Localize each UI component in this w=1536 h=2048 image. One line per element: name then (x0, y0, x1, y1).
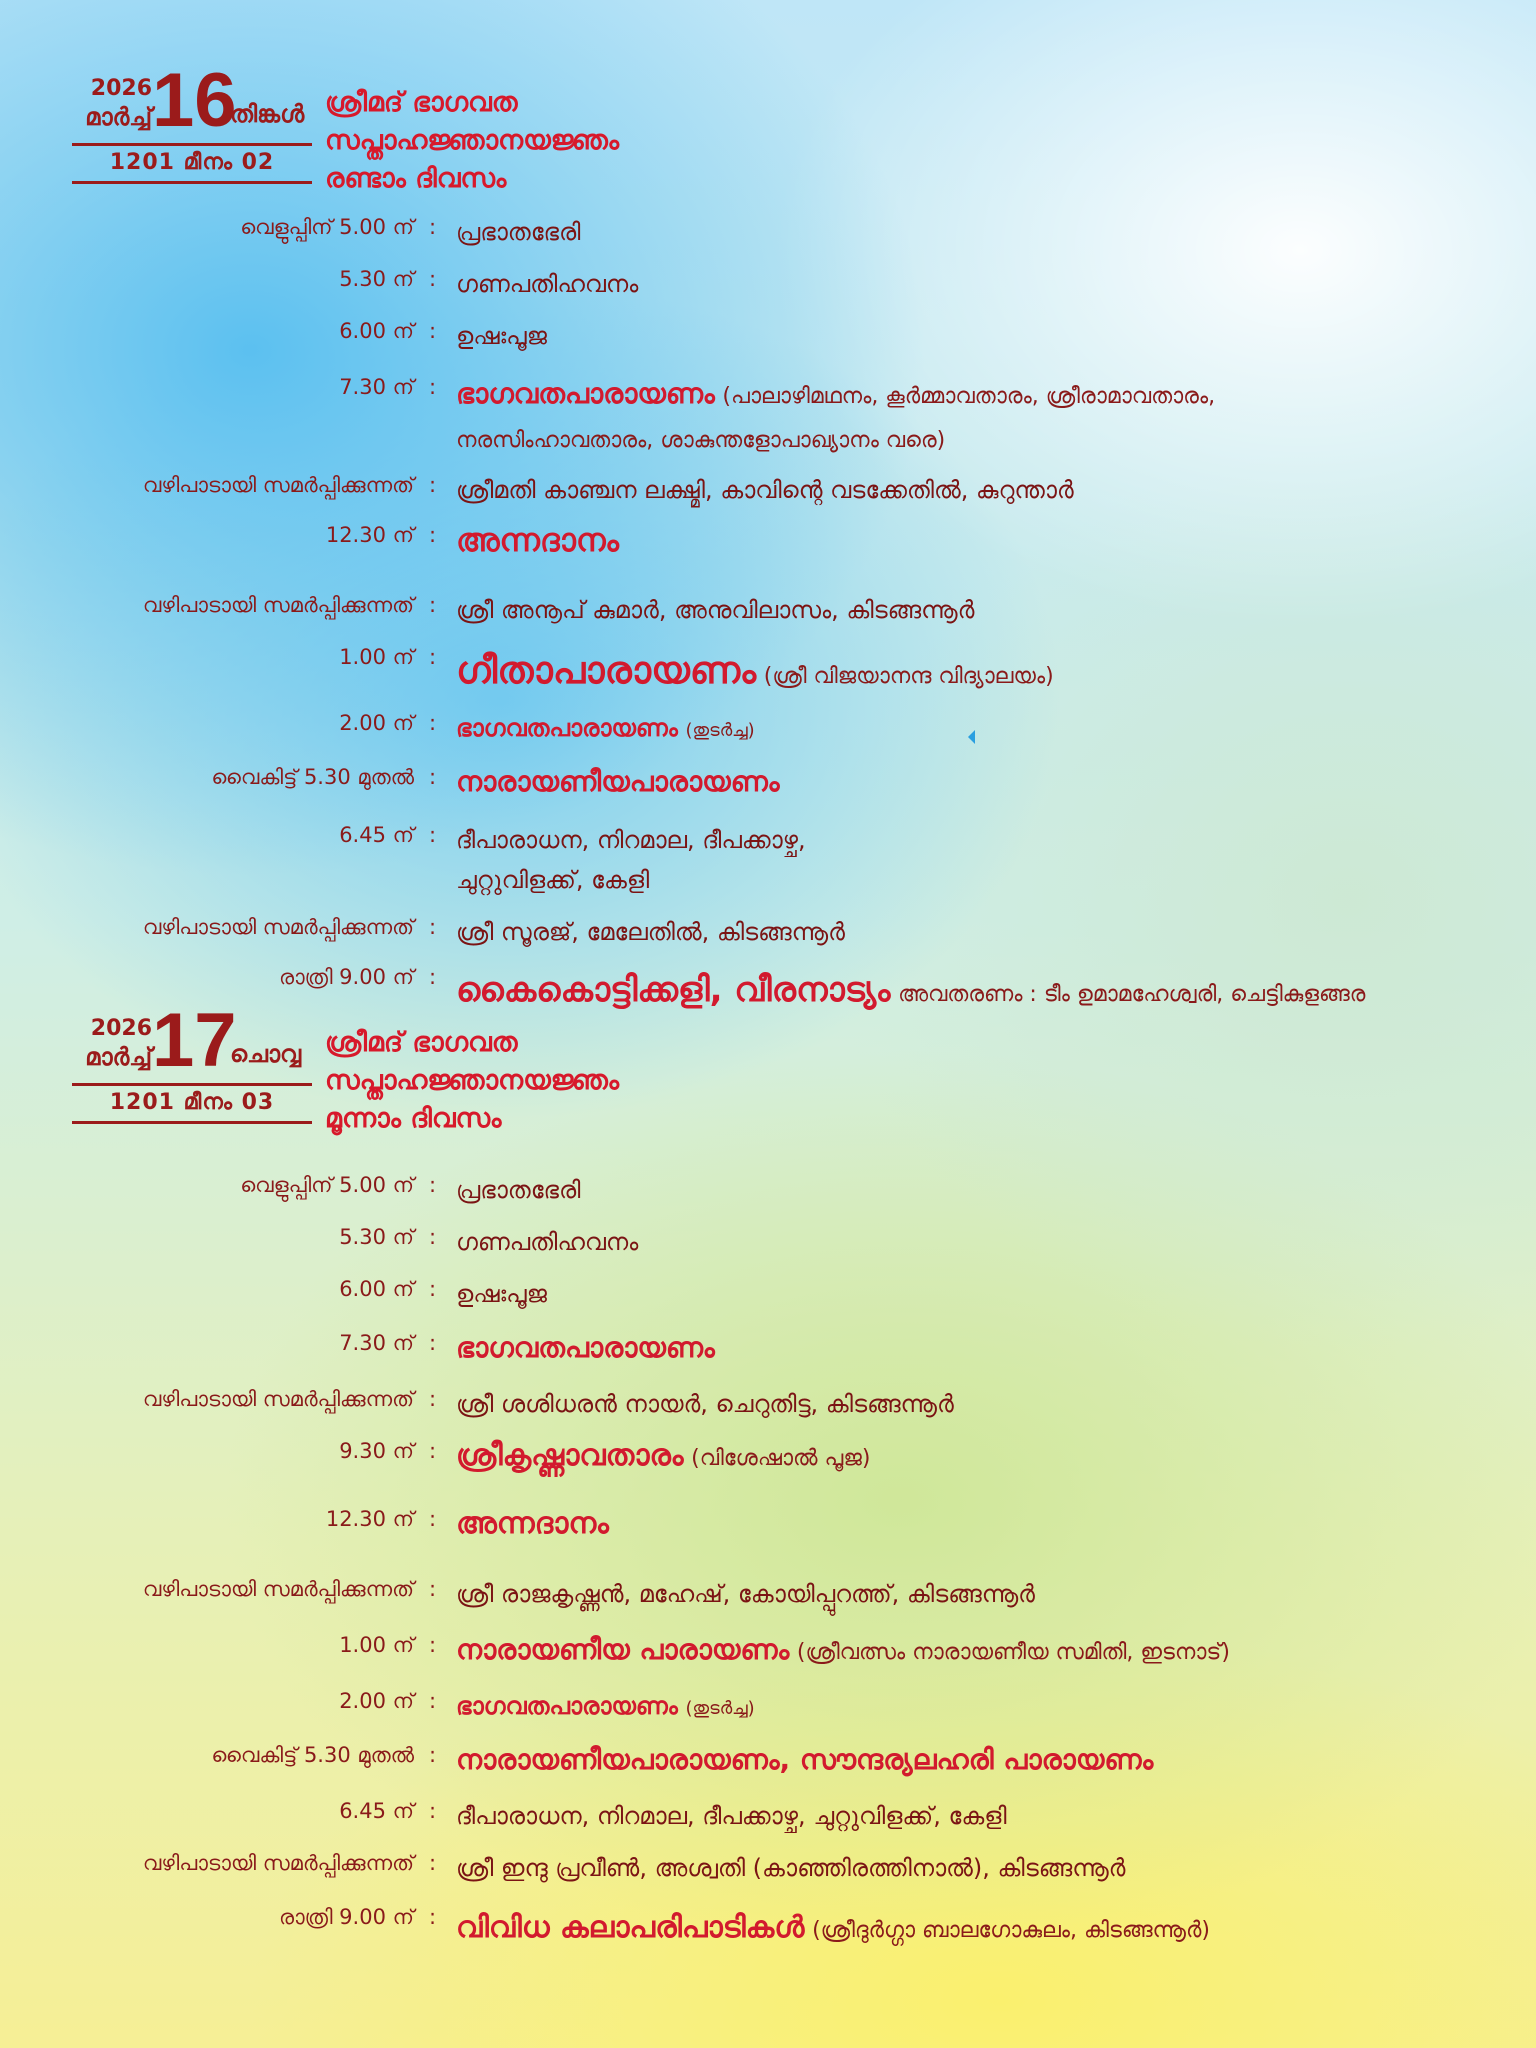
time-label: 5.30 ന് (339, 1225, 414, 1249)
event-note: (തുടർച്ച) (685, 1698, 755, 1719)
divider (72, 181, 312, 184)
colon: : (429, 711, 437, 735)
day-header-17 (70, 998, 770, 1160)
time-label: 2.00 ന് (339, 711, 414, 735)
time-label: വെളുപ്പിന് 5.00 ന് (240, 215, 414, 239)
event (456, 1796, 1516, 1836)
time-label: 2.00 ന് (339, 1689, 414, 1713)
time-label: വഴിപാടായി സമർപ്പിക്കുന്നത് (142, 1577, 414, 1601)
event-title: ശ്രീകൃഷ്ണാവതാരം (456, 1438, 684, 1473)
time-label: രാത്രി 9.00 ന് (278, 965, 414, 989)
sponsor: ശ്രീ ഇന്ദു പ്രവീൺ, അശ്വതി (കാഞ്ഞിരത്തിനാൽ), കിടങ്ങന്നൂർ (456, 1854, 1126, 1882)
colon: : (429, 473, 437, 497)
time-label: വഴിപാടായി സമർപ്പിക്കുന്നത് (142, 1851, 414, 1875)
event-title: പ്രഭാതഭേരി (456, 1176, 581, 1204)
title-line: രണ്ടാം ദിവസം (325, 163, 507, 194)
event-title: നാരായണീയ പാരായണം (456, 1633, 790, 1666)
event-title: ഭാഗവതപാരായണം (456, 714, 678, 742)
colon: : (429, 1799, 437, 1823)
event-title: ഭാഗവതപാരായണം (456, 1331, 715, 1364)
colon: : (429, 1331, 437, 1355)
colon: : (429, 965, 437, 989)
time-label: വെളുപ്പിന് 5.00 ന് (240, 1173, 414, 1197)
event (456, 1848, 1516, 1888)
colon: : (429, 1225, 437, 1249)
title-line: സപ്താഹജ്ഞാനയജ്ഞം (325, 1065, 620, 1096)
sponsor: ശ്രീമതി കാഞ്ചന ലക്ഷ്മി, കാവിന്റെ വടക്കേതിൽ, കുറുന്താർ (456, 476, 1074, 504)
time-label: വഴിപാടായി സമർപ്പിക്കുന്നത് (142, 915, 414, 939)
colon: : (429, 1851, 437, 1875)
event-note: (തുടർച്ച) (685, 720, 755, 741)
colon: : (429, 1439, 437, 1463)
event-title: നാരായണീയപാരായണം (456, 765, 780, 798)
event (456, 762, 1516, 803)
event-note: (ശ്രീ വിജയാനന്ദ വിദ്യാലയം) (763, 664, 1054, 689)
event-note: അവതരണം : ടീം ഉമാമഹേശ്വരി, ചെട്ടികുളങ്ങര (898, 982, 1366, 1007)
colon: : (429, 1689, 437, 1713)
divider (72, 1083, 312, 1086)
event (456, 1686, 1516, 1729)
event-note: (ശ്രീവത്സം നാരായണീയ സമിതി, ഇടനാട്) (796, 1640, 1230, 1665)
time-label: രാത്രി 9.00 ന് (278, 1905, 414, 1929)
event-title: വിവിധ കലാപരിപാടികൾ (456, 1910, 805, 1945)
event (456, 820, 1516, 900)
event (456, 1630, 1516, 1673)
event-title: നാരായണീയപാരായണം, സൗന്ദര്യലഹരി പാരായണം (456, 1743, 1154, 1776)
event-title: ഉഷഃപൂജ (456, 1280, 547, 1308)
colon: : (429, 1277, 437, 1301)
colon: : (429, 319, 437, 343)
event-title: ഗീതാപാരായണം (456, 648, 757, 692)
colon: : (429, 1633, 437, 1657)
colon: : (429, 823, 437, 847)
time-label: 5.30 ന് (339, 267, 414, 291)
event (456, 1222, 1516, 1262)
time-label: 6.00 ന് (339, 1277, 414, 1301)
time-label: 6.00 ന് (339, 319, 414, 343)
day-title (325, 1024, 619, 1138)
event (456, 316, 1516, 356)
year-month-block (70, 76, 152, 132)
time-label: 7.30 ന് (339, 1331, 414, 1355)
event (456, 970, 1516, 1015)
sponsor: ശ്രീ സൂരജ്, മേലേതിൽ, കിടങ്ങന്നൂർ (456, 918, 845, 946)
event (456, 1436, 1516, 1479)
time-label: 9.30 ന് (339, 1439, 414, 1463)
title-line: സപ്താഹജ്ഞാനയജ്ഞം (325, 125, 620, 156)
divider (72, 1121, 312, 1124)
event-title: പ്രഭാതഭേരി (456, 218, 581, 246)
year: 2026 (90, 76, 152, 101)
weekday: തിങ്കൾ (230, 100, 305, 128)
malayalam-date: 1201 മീനം 03 (109, 1090, 275, 1115)
time-label: 12.30 ന് (325, 1507, 414, 1531)
event-title: ഉഷഃപൂജ (456, 322, 547, 350)
event (456, 590, 1516, 630)
event (456, 470, 1516, 510)
event (456, 1504, 1516, 1545)
time-label: 1.00 ന് (339, 645, 414, 669)
title-line: ശ്രീമദ് ഭാഗവത (325, 87, 518, 118)
colon: : (429, 1507, 437, 1531)
malayalam-date: 1201 മീനം 02 (109, 150, 275, 175)
event (456, 912, 1516, 952)
event (456, 1740, 1516, 1781)
sponsor: ശ്രീ രാജകൃഷ്ണൻ, മഹേഷ്, കോയിപ്പുറത്ത്, കിടങ്ങന്നൂർ (456, 1580, 1035, 1608)
event-note: (ശ്രീദുർഗ്ഗാ ബാലഗോകുലം, കിടങ്ങന്നൂർ) (812, 1918, 1210, 1943)
event (456, 708, 1516, 751)
event-title: കൈകൊട്ടിക്കളി, വീരനാട്യം (456, 970, 891, 1010)
event (456, 650, 1516, 697)
colon: : (429, 645, 437, 669)
event (456, 1384, 1516, 1424)
event-note: (വിശേഷാൽ പൂജ) (691, 1446, 871, 1471)
sponsor: ശ്രീ അനൂപ് കുമാർ, അനുവിലാസം, കിടങ്ങന്നൂർ (456, 596, 975, 624)
event-title: ഗണപതിഹവനം (456, 1228, 639, 1256)
event (456, 1274, 1516, 1314)
colon: : (429, 1173, 437, 1197)
time-label: 12.30 ന് (325, 523, 414, 547)
colon: : (429, 375, 437, 399)
event (456, 1328, 1516, 1369)
colon: : (429, 915, 437, 939)
weekday: ചൊവ്വ (230, 1040, 302, 1068)
time-label: 6.45 ന് (339, 1799, 414, 1823)
month: മാർച്ച് (85, 103, 152, 131)
time-label: വഴിപാടായി സമർപ്പിക്കുന്നത് (142, 593, 414, 617)
decorative-dot (968, 730, 975, 744)
time-label: വൈകിട്ട് 5.30 മുതൽ (211, 1743, 414, 1767)
time-label: വഴിപാടായി സമർപ്പിക്കുന്നത് (142, 1387, 414, 1411)
event (456, 520, 1516, 563)
event (456, 264, 1516, 304)
date-number: 16 (152, 58, 237, 143)
day-header-16 (70, 58, 770, 220)
event-title: ദീപാരാധന, നിറമാല, ദീപക്കാഴ്ച, (456, 826, 806, 854)
event-title: ഗണപതിഹവനം (456, 270, 639, 298)
year: 2026 (90, 1016, 152, 1041)
event (456, 212, 1516, 252)
divider (72, 143, 312, 146)
colon: : (429, 523, 437, 547)
colon: : (429, 1905, 437, 1929)
date-number: 17 (152, 998, 237, 1083)
year-month-block (70, 1016, 152, 1072)
time-label: 1.00 ന് (339, 1633, 414, 1657)
colon: : (429, 1577, 437, 1601)
sponsor: ശ്രീ ശശിധരൻ നായർ, ചെറുതിട്ട, കിടങ്ങന്നൂർ (456, 1390, 954, 1418)
colon: : (429, 1743, 437, 1767)
event (456, 1170, 1516, 1210)
colon: : (429, 1387, 437, 1411)
event-title: അന്നദാനം (456, 1506, 609, 1541)
colon: : (429, 267, 437, 291)
event (456, 372, 1516, 463)
event-title: അന്നദാനം (456, 521, 619, 559)
event (456, 1574, 1516, 1614)
time-label: വൈകിട്ട് 5.30 മുതൽ (211, 765, 414, 789)
title-line: മൂന്നാം ദിവസം (325, 1103, 502, 1134)
time-label: 7.30 ന് (339, 375, 414, 399)
event-note: നരസിംഹാവതാരം, ശാകുന്തളോപാഖ്യാനം വരെ) (456, 428, 946, 453)
colon: : (429, 215, 437, 239)
colon: : (429, 593, 437, 617)
time-label: 6.45 ന് (339, 823, 414, 847)
title-line: ശ്രീമദ് ഭാഗവത (325, 1027, 518, 1058)
event-title: ഭാഗവതപാരായണം (456, 377, 715, 410)
event-note: (പാലാഴിമഥനം, കൂർമ്മാവതാരം, ശ്രീരാമാവതാരം, (722, 384, 1216, 409)
event-title: ഭാഗവതപാരായണം (456, 1692, 678, 1720)
event-title: ദീപാരാധന, നിറമാല, ദീപക്കാഴ്ച, ചുറ്റുവിളക്ക്, കേളി (456, 1802, 1007, 1830)
event (456, 1908, 1516, 1951)
colon: : (429, 765, 437, 789)
time-label: വഴിപാടായി സമർപ്പിക്കുന്നത് (142, 473, 414, 497)
day-title (325, 84, 619, 198)
event-title: ചുറ്റുവിളക്ക്, കേളി (456, 866, 650, 894)
month: മാർച്ച് (85, 1043, 152, 1071)
